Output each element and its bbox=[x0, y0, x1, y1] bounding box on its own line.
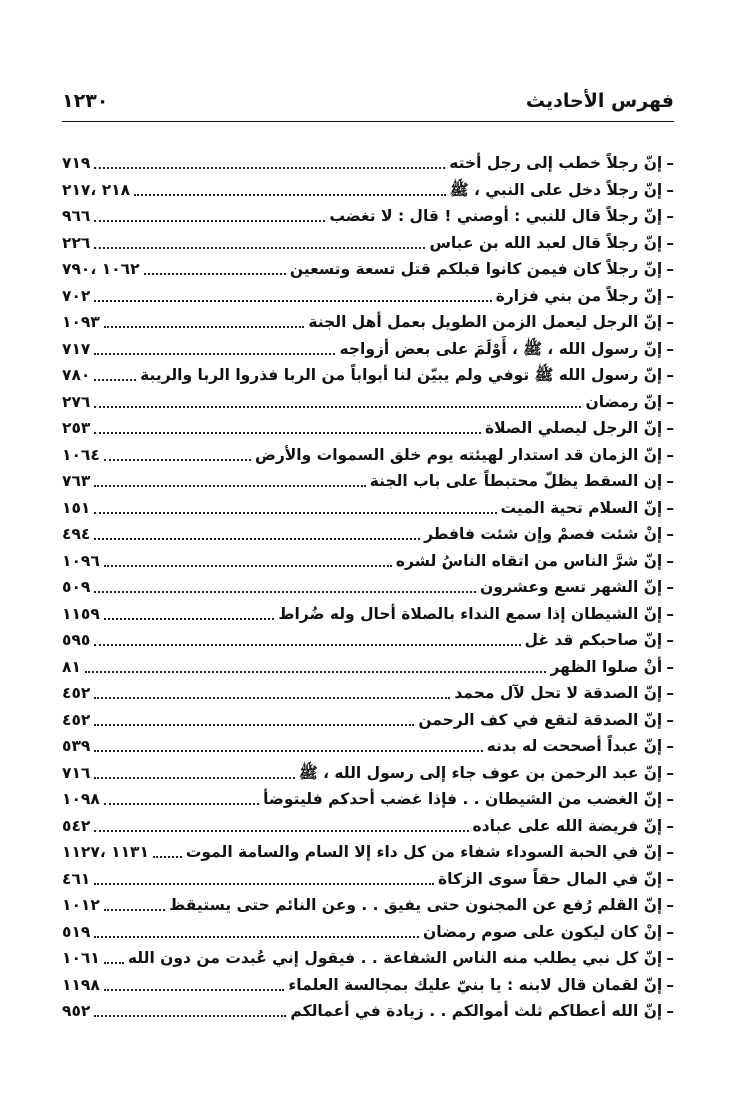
dot-leader bbox=[94, 512, 496, 514]
entry-page-ref: ٧٨٠ bbox=[62, 366, 91, 384]
entry-dash: – bbox=[666, 816, 674, 835]
entry-text: إنّ الشهر تسع وعشرون bbox=[480, 578, 663, 596]
index-entry bbox=[62, 707, 674, 734]
dot-leader bbox=[134, 194, 446, 196]
entry-dash: – bbox=[666, 657, 674, 676]
entry-dash: – bbox=[666, 949, 674, 967]
dot-leader bbox=[94, 247, 425, 249]
entry-page-ref: ٥١٩ bbox=[62, 922, 91, 941]
dot-leader bbox=[94, 379, 136, 381]
entry-page-ref: ٢٧٦ bbox=[62, 392, 91, 411]
index-entry bbox=[62, 601, 674, 628]
entry-text: إنّ الغضب من الشيطان . . فإذا غضب أحدكم فليتوضأ bbox=[263, 790, 663, 808]
entry-page-ref: ٤٥٢ bbox=[62, 710, 91, 729]
entry-text: إن السقط يظلّ محتبطاً على باب الجنة bbox=[369, 472, 663, 490]
entry-dash: – bbox=[666, 922, 674, 941]
index-entry bbox=[62, 813, 674, 840]
entry-page-ref: ١١٥٩ bbox=[62, 604, 100, 623]
index-entry bbox=[62, 362, 674, 389]
dot-leader bbox=[94, 750, 482, 752]
dot-leader bbox=[94, 644, 520, 646]
entry-page-ref: ٢١٨ ،٢١٧ bbox=[62, 180, 131, 199]
entry-page-ref: ٤٩٤ bbox=[62, 525, 91, 543]
index-entry bbox=[62, 760, 674, 787]
dot-leader bbox=[94, 353, 335, 355]
index-entry bbox=[62, 389, 674, 416]
entry-dash: – bbox=[666, 525, 674, 543]
dot-leader bbox=[144, 273, 286, 275]
entry-page-ref: ٢٢٦ bbox=[62, 233, 91, 252]
entry-page-ref: ٧١٩ bbox=[62, 154, 91, 172]
entry-text: إنّ شرَّ الناس من اتقاه الناسُ لشره bbox=[395, 551, 663, 570]
entry-page-ref: ١١٩٨ bbox=[62, 975, 100, 994]
entry-page-ref: ٢٥٣ bbox=[62, 419, 91, 437]
entry-text: إنّ الصدقة لتقع في كف الرحمن bbox=[418, 710, 663, 729]
index-entry bbox=[62, 415, 674, 442]
entry-text: إنّ رجلاً من بني فزارة bbox=[495, 286, 663, 305]
entry-text: إنّ عبداً أصححت له بدنه bbox=[486, 737, 663, 755]
index-entry bbox=[62, 442, 674, 469]
index-entry bbox=[62, 521, 674, 548]
entry-dash: – bbox=[666, 763, 674, 782]
page-number: ١٢٣٠ bbox=[62, 90, 109, 112]
index-entry bbox=[62, 574, 674, 601]
index-entry bbox=[62, 468, 674, 495]
entry-page-ref: ٥٩٥ bbox=[62, 631, 91, 649]
entry-text: إنّ لقمان قال لابنه : يا بنيّ عليك بمجالسة العلماء bbox=[288, 975, 663, 994]
index-entry bbox=[62, 972, 674, 999]
page-header bbox=[62, 88, 674, 118]
entry-dash: – bbox=[666, 313, 674, 331]
entry-text: إنّ صاحبكم قد غل bbox=[524, 631, 663, 649]
dot-leader bbox=[104, 459, 251, 461]
entry-dash: – bbox=[666, 684, 674, 702]
entry-page-ref: ١٠٩٣ bbox=[62, 313, 100, 331]
entry-text: إنّ السلام تحية الميت bbox=[500, 498, 663, 517]
dot-leader bbox=[94, 538, 420, 540]
hadith-index-list bbox=[62, 150, 674, 1025]
dot-leader bbox=[94, 167, 445, 169]
dot-leader bbox=[104, 962, 124, 964]
entry-dash: – bbox=[666, 896, 674, 914]
index-entry bbox=[62, 203, 674, 230]
entry-dash: – bbox=[666, 710, 674, 729]
dot-leader bbox=[94, 883, 434, 885]
entry-page-ref: ٥٠٩ bbox=[62, 578, 91, 596]
entry-dash: – bbox=[666, 843, 674, 861]
index-entry bbox=[62, 892, 674, 919]
entry-page-ref: ١١٣١ ،١١٢٧ bbox=[62, 843, 149, 861]
entry-dash: – bbox=[666, 286, 674, 305]
index-entry bbox=[62, 495, 674, 522]
entry-text: إنْ كان ليكون على صوم رمضان bbox=[423, 922, 663, 941]
dot-leader bbox=[94, 830, 468, 832]
entry-text: إنّ كل نبي يطلب منه الناس الشفاعة . . فيقول إني عُبدت من دون الله bbox=[127, 949, 663, 967]
entry-text: إنّ الرجل ليصلي الصلاة bbox=[484, 419, 663, 437]
dot-leader bbox=[104, 803, 259, 805]
entry-text: إنّ الله أعطاكم ثلث أموالكم . . زيادة في أعمالكم bbox=[290, 1002, 663, 1020]
entry-text: إنّ رمضان bbox=[585, 392, 663, 411]
entry-page-ref: ١٥١ bbox=[62, 498, 91, 517]
index-entry bbox=[62, 733, 674, 760]
dot-leader bbox=[94, 300, 491, 302]
index-entry bbox=[62, 230, 674, 257]
entry-text: إنّ رسول الله ﷺ توفي ولم يبيّن لنا أبواباً من الربا فذروا الربا والريبة bbox=[140, 366, 663, 384]
entry-page-ref: ٧٠٢ bbox=[62, 286, 91, 305]
index-entry bbox=[62, 309, 674, 336]
entry-dash: – bbox=[666, 1002, 674, 1020]
index-entry bbox=[62, 336, 674, 363]
entry-text: إنْ شئت فصمْ وإن شئت فافطر bbox=[424, 525, 663, 543]
entry-page-ref: ٥٤٢ bbox=[62, 816, 91, 835]
entry-dash: – bbox=[666, 975, 674, 994]
index-entry bbox=[62, 654, 674, 681]
index-entry bbox=[62, 786, 674, 813]
entry-text: إنّ الصدقة لا تحل لآل محمد bbox=[454, 684, 663, 702]
entry-text: إنّ الزمان قد استدار لهيئته يوم خلق السموات والأرض bbox=[254, 445, 663, 464]
entry-page-ref: ٧١٧ bbox=[62, 339, 91, 358]
dot-leader bbox=[104, 989, 284, 991]
index-entry bbox=[62, 945, 674, 972]
entry-text: إنّ رجلاً قال للنبي : أوصني ! قال : لا تغضب bbox=[329, 207, 663, 225]
entry-page-ref: ٩٥٢ bbox=[62, 1002, 91, 1020]
index-entry bbox=[62, 548, 674, 575]
entry-text: إنّ رجلاً قال لعبد الله بن عباس bbox=[429, 233, 663, 252]
entry-page-ref: ٨١ bbox=[62, 657, 81, 676]
dot-leader bbox=[94, 777, 295, 779]
entry-page-ref: ١٠١٢ bbox=[62, 896, 100, 914]
dot-leader bbox=[153, 856, 182, 858]
entry-text: إنّ رجلاً كان فيمن كانوا قبلكم قتل تسعة وتسعين bbox=[289, 260, 663, 278]
dot-leader bbox=[94, 1015, 286, 1017]
entry-dash: – bbox=[666, 366, 674, 384]
entry-page-ref: ١٠٩٦ bbox=[62, 551, 100, 570]
dot-leader bbox=[94, 724, 414, 726]
dot-leader bbox=[104, 909, 165, 911]
dot-leader bbox=[94, 485, 365, 487]
dot-leader bbox=[94, 697, 450, 699]
entry-dash: – bbox=[666, 260, 674, 278]
entry-dash: – bbox=[666, 339, 674, 358]
dot-leader bbox=[85, 671, 547, 673]
dot-leader bbox=[94, 406, 581, 408]
dot-leader bbox=[104, 326, 305, 328]
entry-text: إنّ الشيطان إذا سمع النداء بالصلاة أحال وله ضُراط bbox=[278, 604, 663, 623]
entry-dash: – bbox=[666, 180, 674, 199]
entry-dash: – bbox=[666, 233, 674, 252]
index-entry bbox=[62, 866, 674, 893]
page-title: فهرس الأحاديث bbox=[525, 90, 674, 112]
entry-text: إنّ رجلاً خطب إلى رجل أخته bbox=[449, 154, 663, 172]
entry-text: إنّ رجلاً دخل على النبي ، ﷺ bbox=[449, 180, 663, 199]
dot-leader bbox=[104, 565, 392, 567]
entry-dash: – bbox=[666, 419, 674, 437]
index-entry bbox=[62, 680, 674, 707]
entry-text: إنّ فريضة الله على عباده bbox=[472, 816, 663, 835]
index-entry bbox=[62, 998, 674, 1025]
entry-text: إنّ الرجل ليعمل الزمن الطويل بعمل أهل الجنة bbox=[308, 313, 663, 331]
entry-dash: – bbox=[666, 498, 674, 517]
index-entry bbox=[62, 256, 674, 283]
entry-text: إنّ عبد الرحمن بن عوف جاء إلى رسول الله ، ﷺ bbox=[298, 763, 663, 782]
index-entry bbox=[62, 177, 674, 204]
entry-dash: – bbox=[666, 472, 674, 490]
entry-page-ref: ١٠٦١ bbox=[62, 949, 100, 967]
entry-dash: – bbox=[666, 154, 674, 172]
entry-page-ref: ٤٥٢ bbox=[62, 684, 91, 702]
index-entry bbox=[62, 150, 674, 177]
dot-leader bbox=[104, 618, 275, 620]
entry-dash: – bbox=[666, 578, 674, 596]
entry-page-ref: ٧٦٣ bbox=[62, 472, 91, 490]
dot-leader bbox=[94, 936, 419, 938]
entry-text: أنْ صلوا الظهر bbox=[550, 657, 663, 676]
entry-text: إنّ في المال حقاً سوى الزكاة bbox=[438, 869, 663, 888]
entry-page-ref: ٧١٦ bbox=[62, 763, 91, 782]
entry-dash: – bbox=[666, 790, 674, 808]
dot-leader bbox=[94, 220, 325, 222]
entry-dash: – bbox=[666, 631, 674, 649]
entry-dash: – bbox=[666, 445, 674, 464]
entry-page-ref: ١٠٩٨ bbox=[62, 790, 100, 808]
entry-page-ref: ١٠٦٤ bbox=[62, 445, 100, 464]
entry-text: إنّ القلم رُفع عن المجنون حتى يفيق . . وعن النائم حتى يستيقظ bbox=[169, 896, 663, 914]
entry-dash: – bbox=[666, 551, 674, 570]
entry-dash: – bbox=[666, 207, 674, 225]
entry-page-ref: ٤٦١ bbox=[62, 869, 91, 888]
entry-dash: – bbox=[666, 737, 674, 755]
entry-text: إنّ رسول الله ، ﷺ ، أَوْلَمَ على بعض أزواجه bbox=[339, 339, 663, 358]
entry-dash: – bbox=[666, 604, 674, 623]
dot-leader bbox=[94, 432, 481, 434]
entry-text: إنّ في الحبة السوداء شفاء من كل داء إلا السام والسامة الموت bbox=[185, 843, 663, 861]
index-entry bbox=[62, 627, 674, 654]
header-rule bbox=[62, 121, 674, 122]
dot-leader bbox=[94, 591, 476, 593]
index-entry bbox=[62, 919, 674, 946]
entry-page-ref: ١٠٦٢ ،٧٩٠ bbox=[62, 260, 140, 278]
index-entry bbox=[62, 839, 674, 866]
entry-page-ref: ٩٦٦ bbox=[62, 207, 91, 225]
entry-dash: – bbox=[666, 392, 674, 411]
index-entry bbox=[62, 283, 674, 310]
entry-dash: – bbox=[666, 869, 674, 888]
entry-page-ref: ٥٣٩ bbox=[62, 737, 91, 755]
